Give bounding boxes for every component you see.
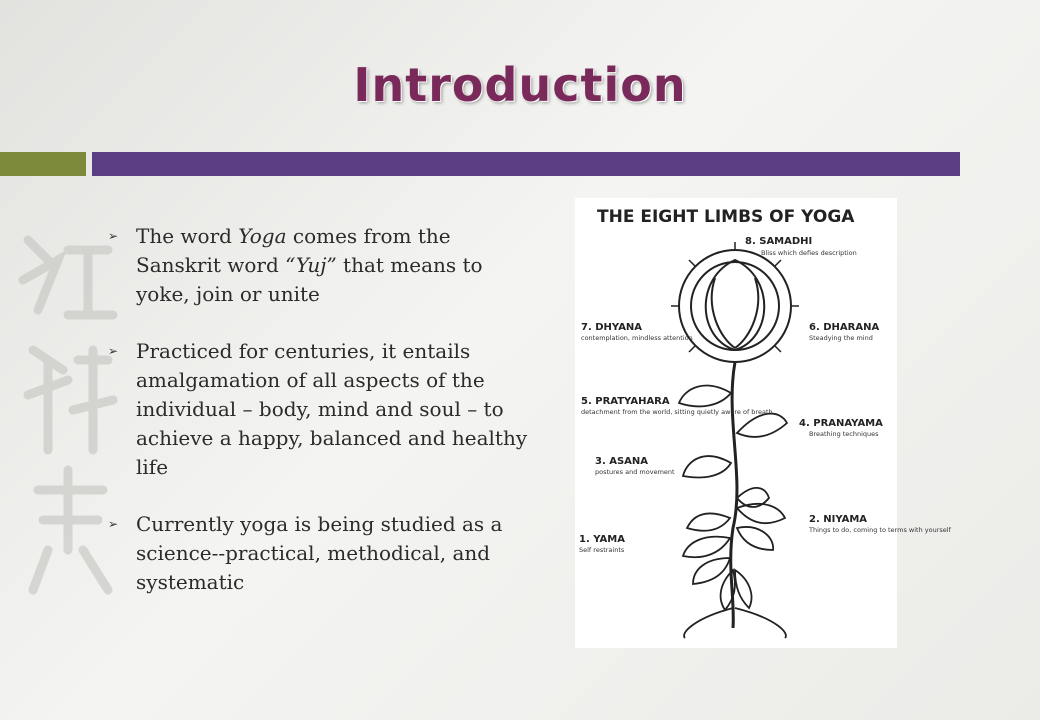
limb-description: contemplation, mindless attention — [581, 334, 693, 342]
limb-description: Self restraints — [579, 546, 625, 554]
arrow-bullet-icon: ➢ — [108, 229, 119, 243]
title-rule-bar — [92, 152, 960, 176]
arrow-bullet-icon: ➢ — [108, 517, 119, 531]
limb-label: 6. DHARANA — [809, 322, 880, 333]
limb-description: Breathing techniques — [809, 430, 879, 438]
bullet-text: Currently yoga is being studied as a science--practical, methodical, and systematic — [136, 512, 503, 594]
limb-label: 8. SAMADHI — [745, 236, 813, 247]
eight-limbs-figure — [575, 198, 951, 648]
bullet-item-yoga-origin — [108, 222, 528, 309]
limb-label: 3. ASANA — [595, 456, 649, 467]
arrow-bullet-icon: ➢ — [108, 344, 119, 358]
bullet-text: The word Yoga comes from the Sanskrit word “Yuj” that means to yoke, join or unite — [136, 224, 483, 306]
figure-heading: THE EIGHT LIMBS OF YOGA — [597, 207, 855, 227]
bullet-item-practice — [108, 337, 528, 482]
limb-label: 1. YAMA — [579, 534, 625, 545]
bullet-text: Practiced for centuries, it entails amalgamation of all aspects of the individual – body, mind and soul – to achieve a happy, balanced and healthy life — [136, 339, 528, 479]
limb-description: Things to do, coming to terms with yourself — [809, 526, 951, 534]
limb-description: detachment from the world, sitting quietly aware of breath — [581, 408, 773, 416]
limb-label: 7. DHYANA — [581, 322, 643, 333]
bullet-item-science — [108, 510, 528, 597]
limb-description: Steadying the mind — [809, 334, 873, 342]
limb-label: 5. PRATYAHARA — [581, 396, 670, 407]
limb-label: 4. PRANAYAMA — [799, 418, 883, 429]
bullet-list — [108, 222, 528, 625]
limb-description: postures and movement — [595, 468, 675, 476]
slide-title: Introduction — [353, 58, 687, 112]
flower-head-icon — [679, 250, 791, 362]
title-rule-accent — [0, 152, 86, 176]
limb-label: 2. NIYAMA — [809, 514, 868, 525]
limb-description: Bliss which defies description — [761, 249, 857, 257]
